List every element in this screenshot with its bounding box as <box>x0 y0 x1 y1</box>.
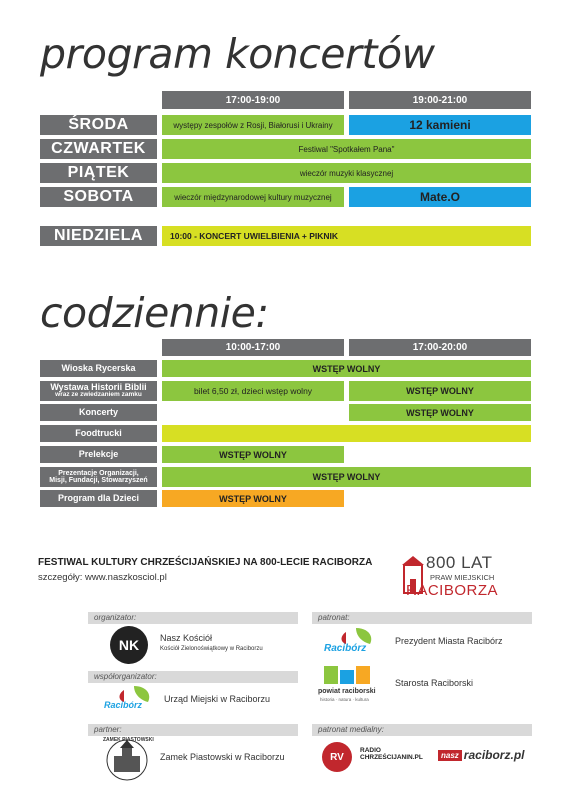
daily-time-header-2: 17:00-20:00 <box>349 339 531 356</box>
wioska-value: WSTĘP WOLNY <box>162 360 531 377</box>
program-title: program koncertów <box>40 30 435 78</box>
sobota-col2: Mate.O <box>349 187 531 207</box>
radio-chrzescijanin-logo: RADIO CHRZEŚCIJANIN.PL <box>360 747 423 762</box>
day-sroda: ŚRODA <box>40 115 157 135</box>
daily-time-header-1: 10:00-17:00 <box>162 339 344 356</box>
raciborz-logo-2: Racibórz <box>322 626 382 660</box>
dzieci-col1: WSTĘP WOLNY <box>162 490 344 507</box>
raciborz-logo-1: Racibórz <box>104 684 160 714</box>
festival-details: szczegóły: www.naszkosciol.pl <box>38 572 167 583</box>
time-header-2: 19:00-21:00 <box>349 91 531 109</box>
coorganizer-label: współorganizator: <box>88 671 298 683</box>
label-wioska: Wioska Rycerska <box>40 360 157 377</box>
zamek-logo: ZAMEK PIASTOWSKI <box>100 736 154 782</box>
nasz-kosciol-logo: NK <box>110 626 148 664</box>
powiat-shapes-icon <box>318 664 384 688</box>
festival-title: FESTIWAL KULTURY CHRZEŚCIJAŃSKIEJ NA 800-LECIE RACIBORZA <box>38 557 373 568</box>
partner-label: partner: <box>88 724 298 736</box>
800-lat-badge: 800 LAT PRAW MIEJSKICH RACIBORZA <box>400 553 500 601</box>
partner-name: Zamek Piastowski w Raciborzu <box>160 752 285 762</box>
organizer-sub: Kościół Zielonoświątkowy w Raciborzu <box>160 646 263 652</box>
media-label: patronat medialny: <box>312 724 532 736</box>
daily-title: codziennie: <box>40 289 269 337</box>
prelekcje-col1: WSTĘP WOLNY <box>162 446 344 463</box>
sroda-col1: występy zespołów z Rosji, Białorusi i Ukrainy <box>162 115 344 135</box>
label-prezentacje: Prezentacje Organizacji, Misji, Fundacji, Stowarzyszeń <box>40 467 157 487</box>
czwartek-event: Festiwal "Spotkałem Pana" <box>162 139 531 159</box>
niedziela-event: 10:00 - KONCERT UWIELBIENIA + PIKNIK <box>162 226 531 246</box>
label-foodtrucki: Foodtrucki <box>40 425 157 442</box>
foodtrucki-bar <box>162 425 531 442</box>
nasz-raciborz-logo: nasz raciborz.pl <box>438 748 524 762</box>
label-prelekcje: Prelekcje <box>40 446 157 463</box>
day-niedziela: NIEDZIELA <box>40 226 157 246</box>
wystawa-col2: WSTĘP WOLNY <box>349 381 531 401</box>
organizer-label: organizator: <box>88 612 298 624</box>
patron2-name: Starosta Raciborski <box>395 678 474 688</box>
prezentacje-value: WSTĘP WOLNY <box>162 467 531 487</box>
sroda-col2: 12 kamieni <box>349 115 531 135</box>
day-czwartek: CZWARTEK <box>40 139 157 159</box>
time-header-1: 17:00-19:00 <box>162 91 344 109</box>
organizer-name: Nasz Kościół <box>160 633 213 643</box>
wystawa-col1: bilet 6,50 zł, dzieci wstęp wolny <box>162 381 344 401</box>
powiat-logo: powiat raciborski historia · natura · kultura <box>318 664 384 706</box>
day-sobota: SOBOTA <box>40 187 157 207</box>
piatek-event: wieczór muzyki klasycznej <box>162 163 531 183</box>
coorganizer-name: Urząd Miejski w Raciborzu <box>164 694 271 704</box>
sobota-col1: wieczór międzynarodowej kultury muzycznej <box>162 187 344 207</box>
day-piatek: PIĄTEK <box>40 163 157 183</box>
rv-logo: RV <box>322 742 352 772</box>
label-dzieci: Program dla Dzieci <box>40 490 157 507</box>
label-wystawa: Wystawa Historii Biblii wraz ze zwiedzaniem zamku <box>40 381 157 401</box>
patron1-name: Prezydent Miasta Racibórz <box>395 636 503 646</box>
koncerty-col2: WSTĘP WOLNY <box>349 404 531 421</box>
label-koncerty: Koncerty <box>40 404 157 421</box>
patron-label: patronat: <box>312 612 532 624</box>
